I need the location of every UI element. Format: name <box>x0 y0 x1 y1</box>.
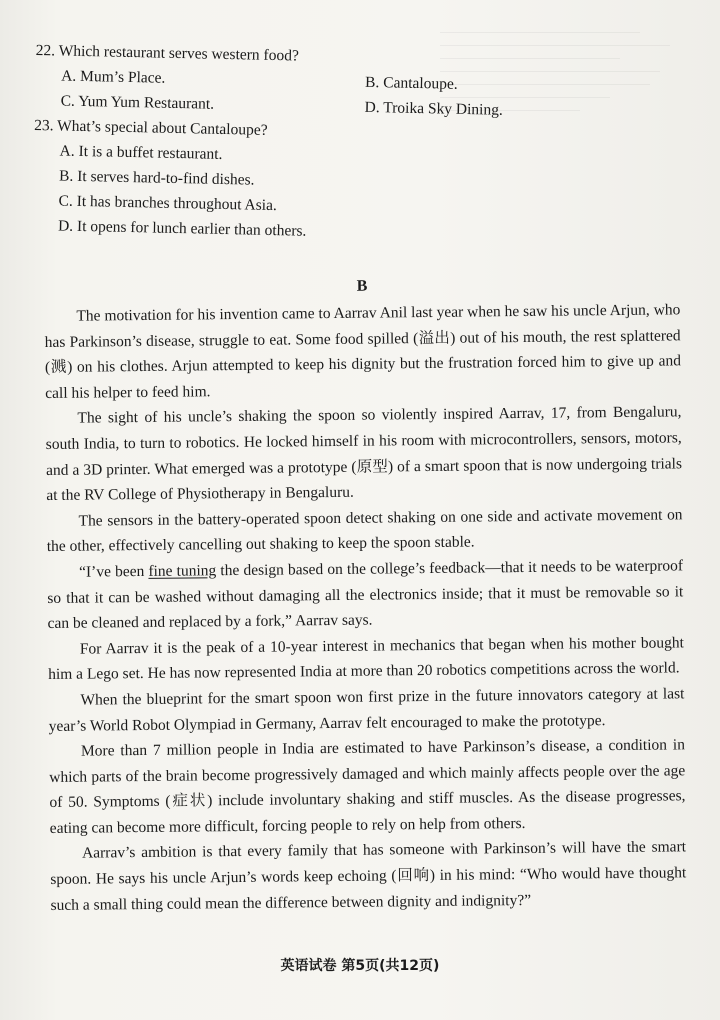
multiple-choice-questions <box>32 38 676 251</box>
paragraph-with-underline <box>47 553 684 636</box>
option-a: A. It is a buffet restaurant. <box>59 142 223 163</box>
option-d: D. Troika Sky Dining. <box>364 98 504 119</box>
option-d: D. It opens for lunch earlier than others. <box>57 217 307 240</box>
paragraph: The sight of his uncle’s shaking the spoon so violently inspired Aarrav, 17, from Bengaluru, south India, to turn to robotics. He locked himself in his room with microcontrollers, sensors, motors, and a 3D printer. What emerged was a prototype (原型) of a smart spoon that is now undergoing trials at the RV College of Physiotherapy in Bengaluru. <box>45 403 683 505</box>
option-a: A. Mum’s Place. <box>61 67 166 87</box>
paragraph: For Aarrav it is the peak of a 10-year interest in mechanics that began when his mother bought him a Lego set. He has now represented India at more than 20 robotics competitions across the world. <box>48 634 684 684</box>
option-c: C. It has branches throughout Asia. <box>58 192 277 215</box>
paragraph: Aarrav’s ambition is that every family that has someone with Parkinson’s will have the smart spoon. He says his uncle Arjun’s words keep echoing (回响) in his mind: “Who would have thought such a small thing could mean the difference between dignity and indignity?” <box>50 838 687 914</box>
text-run: “I’ve been <box>78 562 149 581</box>
reading-passage-b <box>44 271 687 918</box>
paragraph: When the blueprint for the smart spoon won first prize in the future innovators category at last year’s World Robot Olympiad in Germany, Aarrav felt encouraged to make the prototype. <box>48 685 685 735</box>
underlined-phrase: fine tuning <box>148 562 217 580</box>
text-run: the design based on the college’s feedback—that it needs to be waterproof so that it can be washed without damaging all the electronics inside; that it must be removable so it can be cleaned and replaced by a fork,” Aarrav says. <box>47 557 684 633</box>
option-b: B. Cantaloupe. <box>364 73 458 93</box>
section-title: B <box>356 277 368 295</box>
paragraph: The sensors in the battery-operated spoon detect shaking on one side and activate movement on the other, effectively cancelling out shaking to keep the spoon stable. <box>46 506 683 556</box>
option-b: B. It serves hard-to-find dishes. <box>58 167 255 189</box>
question-stem: 23. What’s special about Cantaloupe? <box>33 116 268 139</box>
question-stem: 22. Which restaurant serves western food? <box>35 41 299 65</box>
question-22 <box>34 38 675 126</box>
paragraph: More than 7 million people in India are estimated to have Parkinson’s disease, a condition in which parts of the brain become progressively damaged and which mainly affects people over the age of 50. Symptoms (症状) include involuntary shaking and stiff muscles. As the disease progresses, eating can become more difficult, forcing people to rely on help from others. <box>49 736 686 837</box>
paragraph: The motivation for his invention came to Aarrav Anil last year when he saw his uncle Arjun, who has Parkinson’s disease, struggle to eat. Some food spilled (溢出) out of his mouth, the rest splattered (溅) on his clothes. Arjun attempted to keep his dignity but the frustration forced him to give up and call his helper to feed him. <box>44 301 681 402</box>
question-23 <box>32 113 674 251</box>
option-c: C. Yum Yum Restaurant. <box>60 92 215 113</box>
page-footer: 英语试卷 第5页(共12页) <box>280 958 440 974</box>
